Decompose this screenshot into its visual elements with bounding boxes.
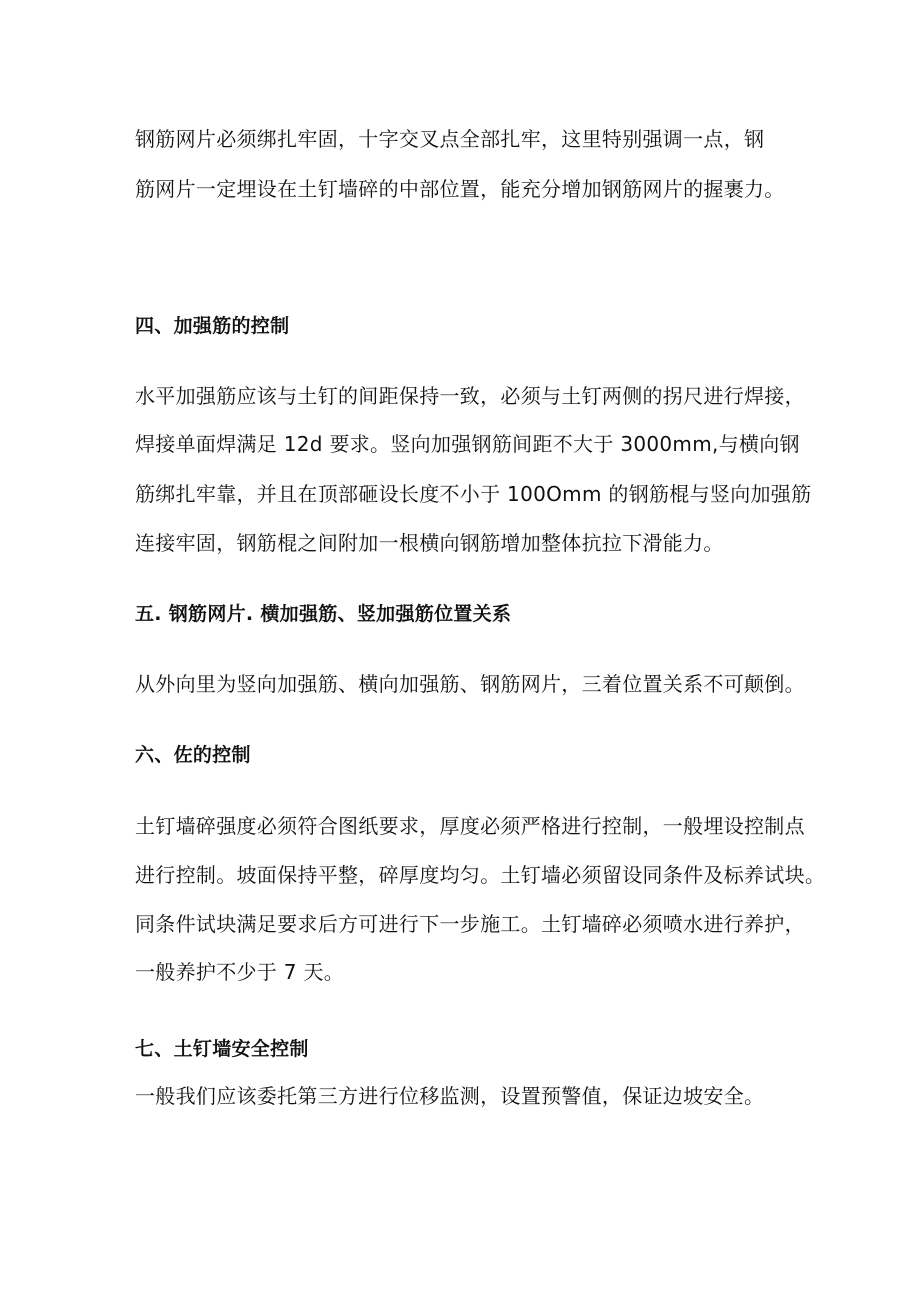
paragraph-line: 土钉墙碎强度必须符合图纸要求，厚度必须严格进行控制，一般埋设控制点: [135, 814, 805, 838]
paragraph-line: 连接牢固，钢筋棍之间附加一根横向钢筋增加整体抗拉下滑能力。: [135, 531, 724, 555]
section-heading: 七、土钉墙安全控制: [135, 1038, 309, 1060]
paragraph-line: 钢筋网片必须绑扎牢固，十字交叉点全部扎牢，这里特别强调一点，钢: [135, 127, 765, 151]
paragraph-line: 筋绑扎牢靠，并且在顶部砸设长度不小于 100Omm 的钢筋棍与竖向加强筋: [135, 482, 812, 506]
paragraph-line: 一般我们应该委托第三方进行位移监测，设置预警值，保证边坡安全。: [135, 1084, 765, 1108]
paragraph-line: 筋网片一定埋设在土钉墙碎的中部位置，能充分增加钢筋网片的握裹力。: [135, 177, 785, 201]
paragraph-line: 一般养护不少于 7 天。: [135, 960, 345, 984]
section-heading: 五. 钢筋网片. 横加强筋、竖加强筋位置关系: [135, 603, 512, 625]
paragraph-line: 进行控制。坡面保持平整，碎厚度均匀。土钉墙必须留设同条件及标养试块。: [135, 863, 826, 887]
paragraph-line: 从外向里为竖向加强筋、横向加强筋、钢筋网片，三着位置关系不可颠倒。: [135, 672, 805, 696]
paragraph-line: 焊接单面焊满足 12d 要求。竖向加强钢筋间距不大于 3000mm,与横向钢: [135, 432, 800, 456]
section-heading: 四、加强筋的控制: [135, 315, 290, 337]
section-heading: 六、佐的控制: [135, 744, 251, 766]
paragraph-line: 水平加强筋应该与土钉的间距保持一致，必须与土钉两侧的拐尺进行焊接，: [135, 384, 805, 408]
paragraph-line: 同条件试块满足要求后方可进行下一步施工。土钉墙碎必须喷水进行养护，: [135, 912, 805, 936]
